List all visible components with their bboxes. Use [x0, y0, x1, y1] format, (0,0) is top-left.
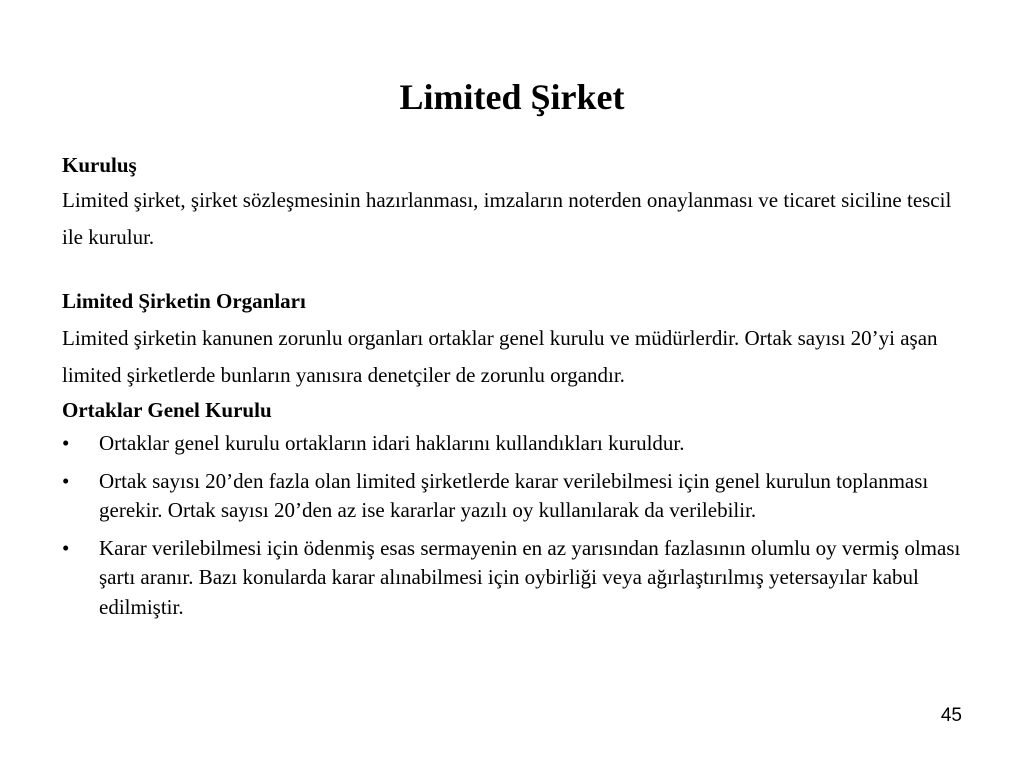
- list-item: [62, 429, 962, 459]
- slide-content: [62, 148, 962, 622]
- list-item-text: Ortak sayısı 20’den fazla olan limited şirketlerde karar verilebilmesi için genel kurulun toplanması gerekir. Ortak sayısı 20’den az ise kararlar yazılı oy kullanılarak da verilebilir.: [99, 468, 929, 522]
- section-heading-kurulus: Kuruluş: [62, 153, 137, 177]
- list-item-text: Ortaklar genel kurulu ortakların idari haklarını kullandıkları kuruldur.: [99, 431, 685, 455]
- paragraph-organlar: Limited şirketin kanunen zorunlu organları ortaklar genel kurulu ve müdürlerdir. Ortak sayısı 20’yi aşan limited şirketlerde bunların yanısıra denetçiler de zorunlu organdır.: [62, 326, 938, 387]
- bullet-icon: •: [62, 431, 70, 455]
- list-item: [62, 534, 962, 623]
- section-heading-genel-kurul: Ortaklar Genel Kurulu: [62, 398, 272, 422]
- list-item: [62, 467, 962, 526]
- list-item-text: Karar verilebilmesi için ödenmiş esas sermayenin en az yarısından fazlasının olumlu oy vermiş olması şartı aranır. Bazı konularda karar alınabilmesi için oybirliği veya ağırlaştırılmış yetersayılar kabul edilmiştir.: [99, 535, 961, 619]
- page-number: 45: [940, 705, 962, 726]
- slide-title: Limited Şirket: [399, 77, 625, 117]
- bullet-icon: •: [62, 468, 70, 493]
- bullet-icon: •: [62, 535, 70, 560]
- section-heading-organlar: Limited Şirketin Organları: [62, 289, 306, 313]
- paragraph-kurulus: Limited şirket, şirket sözleşmesinin hazırlanması, imzaların noterden onaylanması ve ticaret siciline tescil ile kurulur.: [62, 188, 952, 249]
- bullet-list: [62, 429, 962, 622]
